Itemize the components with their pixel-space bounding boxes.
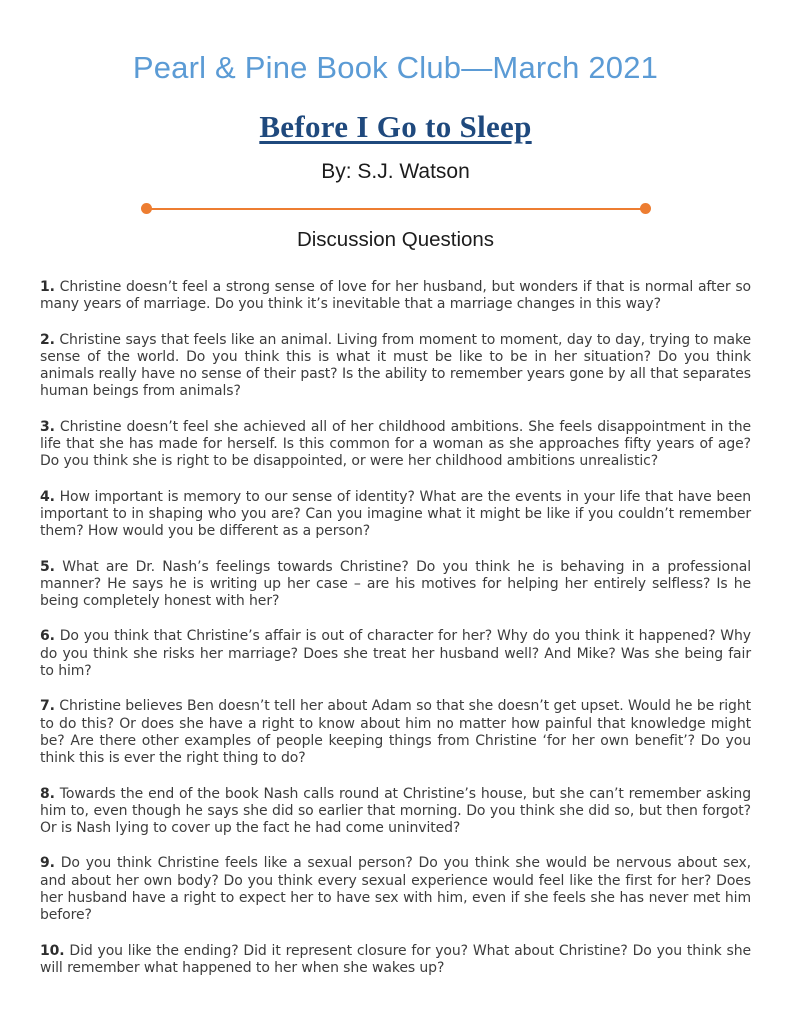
- question-text: Christine doesn’t feel a strong sense of love for her husband, but wonders if that is normal after so many years of marriage. Do you think it’s inevitable that a marriage changes in this way?: [40, 279, 751, 313]
- question-item: [40, 559, 751, 611]
- question-item: [40, 419, 751, 471]
- book-title-wrap: [0, 109, 791, 145]
- question-text: Christine believes Ben doesn’t tell her about Adam so that she doesn’t get upset. Would he be right to do this? Or does she have a right to know about him no matter how painful that knowledge might be? Are there other examples of people keeping things from Christine ‘for her own benefit’? Do you think this is ever the right thing to do?: [40, 698, 751, 767]
- question-text: How important is memory to our sense of identity? What are the events in your life that have been important to in shaping who you are? Can you imagine what it might be like if you couldn’t remember them? How would you be different as a person?: [40, 488, 751, 540]
- question-number: 6.: [40, 628, 55, 645]
- question-number: 2.: [40, 331, 55, 348]
- book-title-link[interactable]: Before I Go to Sleep: [259, 109, 532, 144]
- club-title: Pearl & Pine Book Club—March 2021: [132, 50, 659, 85]
- question-text: Do you think Christine feels like a sexual person? Do you think she would be nervous about sex, and about her own body? Do you think every sexual experience would feel like the first for her? Does her husband have a right to expect her to have sex with him, even if she feels she has never met him before?: [40, 855, 751, 924]
- divider: [143, 203, 649, 214]
- question-number: 10.: [40, 942, 65, 959]
- question-number: 5.: [40, 558, 55, 575]
- question-number: 7.: [40, 698, 55, 715]
- question-item: [40, 332, 751, 401]
- question-item: [40, 943, 751, 978]
- question-item: [40, 855, 751, 924]
- divider-line: [147, 208, 645, 210]
- question-number: 8.: [40, 785, 55, 802]
- question-text: Christine doesn’t feel she achieved all of her childhood ambitions. She feels disappointment in the life that she has made for herself. Is this common for a woman as she approaches fifty years of age? Do you think she is right to be disappointed, or were her childhood ambitions unrealistic?: [40, 418, 751, 470]
- question-item: [40, 698, 751, 767]
- question-item: [40, 628, 751, 680]
- questions-list: [40, 279, 751, 977]
- question-item: [40, 279, 751, 314]
- question-text: Do you think that Christine’s affair is out of character for her? Why do you think it happened? Why do you think she risks her marriage? Does she treat her husband well? And Mike? Was she being fair to him?: [40, 628, 751, 680]
- question-text: Towards the end of the book Nash calls round at Christine’s house, but she can’t remember asking him to, even though he says she did so earlier that morning. Do you think she did so, but then forgot? Or is Nash lying to cover up the fact he had come uninvited?: [40, 785, 751, 837]
- question-text: What are Dr. Nash’s feelings towards Christine? Do you think he is behaving in a professional manner? He says he is writing up her case – are his motives for helping her entirely selfless? Is he being completely honest with her?: [40, 558, 751, 610]
- question-number: 9.: [40, 855, 55, 872]
- divider-dot-right-icon: [640, 203, 651, 214]
- question-item: [40, 489, 751, 541]
- section-heading: Discussion Questions: [296, 228, 495, 251]
- question-text: Did you like the ending? Did it represent closure for you? What about Christine? Do you think she will remember what happened to her when she wakes up?: [40, 942, 751, 976]
- byline: By: S.J. Watson: [321, 160, 470, 183]
- question-number: 4.: [40, 488, 55, 505]
- question-text: Christine says that feels like an animal. Living from moment to moment, day to day, trying to make sense of the world. Do you think this is what it must be like to be in her situation? Do you think animals really have no sense of their past? Is the ability to remember years gone by all that separates human beings from animals?: [40, 331, 751, 400]
- question-number: 1.: [40, 279, 55, 295]
- question-number: 3.: [40, 418, 55, 435]
- question-item: [40, 786, 751, 838]
